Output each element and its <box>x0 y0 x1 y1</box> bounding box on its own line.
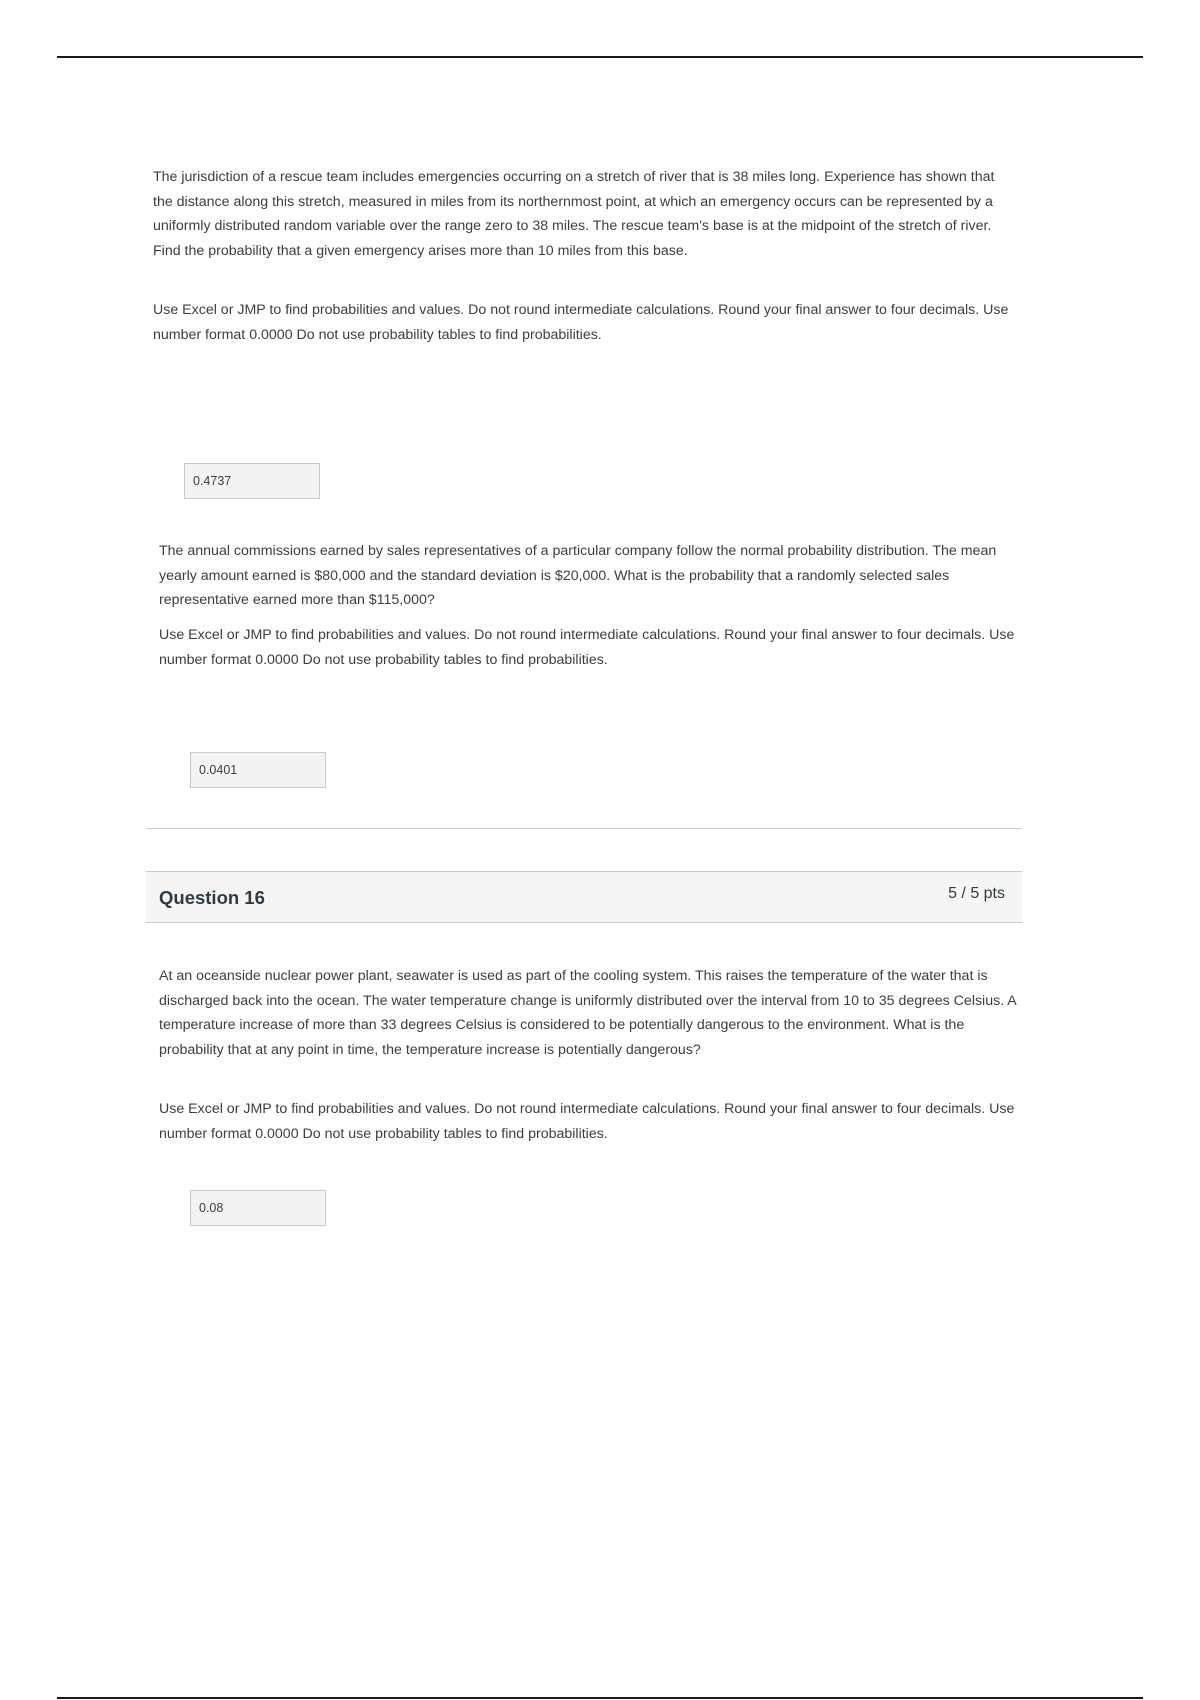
question-instructions: Use Excel or JMP to find probabilities and values. Do not round intermediate calculations. Round your final answer to four decimals. Use number format 0.0000 Do not use probability tables to find probabilities. <box>159 1101 1015 1142</box>
question-header <box>146 871 1022 923</box>
question-prompt: At an oceanside nuclear power plant, seawater is used as part of the cooling system. This raises the temperature of the water that is discharged back into the ocean. The water temperature change is uniformly distributed over the interval from 10 to 35 degrees Celsius. A temperature increase of more than 33 degrees Celsius is considered to be potentially dangerous to the environment. What is the probability that at any point in time, the temperature increase is potentially dangerous? <box>159 968 1016 1058</box>
page-top-rule <box>57 56 1143 58</box>
question-title: Question 16 <box>159 887 265 908</box>
question-prompt: The annual commissions earned by sales representatives of a particular company follow the normal probability distribution. The mean yearly amount earned is $80,000 and the standard deviation is $20,000. What is the probability that a randomly selected sales representative earned more than $115,000? <box>159 543 997 608</box>
question-prompt: The jurisdiction of a rescue team includes emergencies occurring on a stretch of river that is 38 miles long. Experience has shown that the distance along this stretch, measured in miles from its northernmost point, at which an emergency occurs can be represented by a uniformly distributed random variable over the range zero to 38 miles. The rescue team's base is at the midpoint of the stretch of river. Find the probability that a given emergency arises more than 10 miles from this base. <box>153 169 995 259</box>
question-points: 5 / 5 pts <box>948 885 1005 902</box>
answer-input[interactable]: 0.4737 <box>184 463 320 499</box>
question-divider <box>146 828 1022 829</box>
page-bottom-rule <box>57 1697 1143 1699</box>
question-instructions: Use Excel or JMP to find probabilities and values. Do not round intermediate calculations. Round your final answer to four decimals. Use number format 0.0000 Do not use probability tables to find probabilities. <box>153 302 1009 343</box>
answer-input[interactable]: 0.0401 <box>190 752 326 788</box>
answer-input[interactable]: 0.08 <box>190 1190 326 1226</box>
question-instructions: Use Excel or JMP to find probabilities and values. Do not round intermediate calculations. Round your final answer to four decimals. Use number format 0.0000 Do not use probability tables to find probabilities. <box>159 627 1015 668</box>
